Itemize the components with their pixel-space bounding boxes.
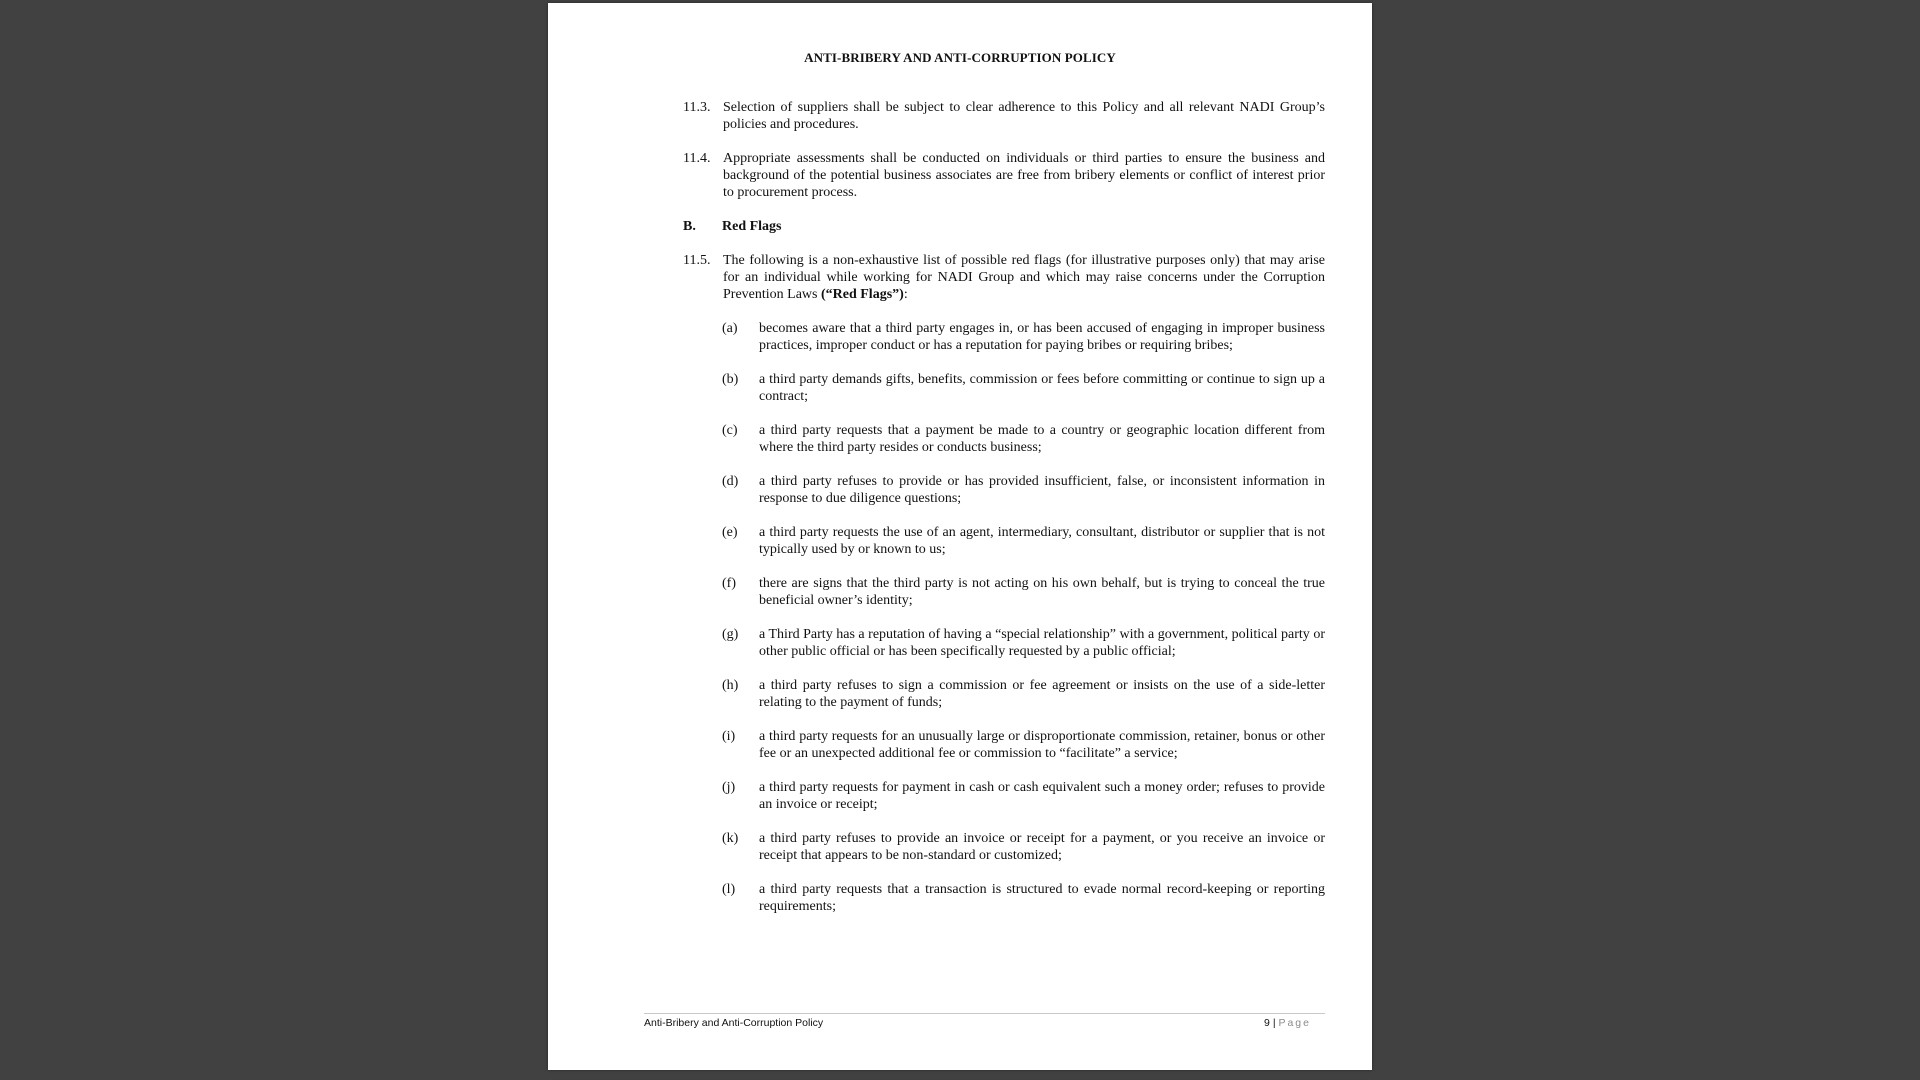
paragraph-text: The following is a non-exhaustive list of possible red flags (for illustrative purposes only) that may arise for an individual while working for NADI Group and which may raise concerns under the Corruption Prevention Laws [723,253,1325,302]
red-flags-defined-term: (“Red Flags”) [820,287,904,302]
red-flag-item [722,881,1325,915]
red-flag-letter: (l) [722,882,736,897]
red-flag-text: a third party requests that a transaction is structured to evade normal record-keeping or reporting requirements; [759,882,1325,914]
page-number: 9 [1264,1017,1270,1029]
paragraph-number: 11.3. [683,100,711,115]
red-flag-letter: (k) [722,831,739,846]
red-flag-item [722,320,1325,354]
red-flag-item [722,728,1325,762]
page-label: Page [1278,1017,1311,1029]
red-flag-item [722,677,1325,711]
paragraph-text-end: : [903,287,908,302]
red-flag-letter: (d) [722,474,739,489]
red-flag-text: a third party refuses to provide an invoice or receipt for a payment, or you receive an invoice or receipt that appears to be non-standard or customized; [759,831,1325,863]
red-flag-letter: (c) [722,423,738,438]
footer-title: Anti-Bribery and Anti-Corruption Policy [644,1017,824,1029]
page-footer [644,1013,1325,1029]
red-flag-text: becomes aware that a third party engages in, or has been accused of engaging in improper business practices, improper conduct or has a reputation for paying bribes or requiring bribes; [759,321,1325,353]
paragraph-number: 11.5. [683,253,711,268]
document-page [548,3,1372,1070]
paragraph-11-4 [683,150,1325,201]
document-body [683,99,1325,915]
paragraph-text: Selection of suppliers shall be subject to clear adherence to this Policy and all relevant NADI Group’s policies and procedures. [723,100,1325,132]
section-title: Red Flags [722,219,782,234]
red-flag-text: a third party requests for payment in cash or cash equivalent such a money order; refuses to provide an invoice or receipt; [759,780,1325,812]
red-flag-item [722,575,1325,609]
section-letter: B. [683,219,696,234]
red-flag-text: a third party requests for an unusually large or disproportionate commission, retainer, bonus or other fee or an unexpected additional fee or commission to “facilitate” a service; [759,729,1325,761]
red-flags-list [683,320,1325,915]
red-flag-text: a third party requests the use of an agent, intermediary, consultant, distributor or supplier that is not typically used by or known to us; [759,525,1325,557]
paragraph-11-3 [683,99,1325,133]
paragraph-text: Appropriate assessments shall be conducted on individuals or third parties to ensure the business and background of the potential business associates are free from bribery elements or conflict of interest prior to procurement process. [723,151,1325,200]
red-flag-text: a third party refuses to provide or has provided insufficient, false, or inconsistent information in response to due diligence questions; [759,474,1325,506]
document-title: ANTI-BRIBERY AND ANTI-CORRUPTION POLICY [804,50,1116,65]
red-flag-letter: (i) [722,729,736,744]
paragraph-number: 11.4. [683,151,711,166]
red-flag-letter: (b) [722,372,739,387]
red-flag-text: a Third Party has a reputation of having a “special relationship” with a government, political party or other public official or has been specifically requested by a public official; [759,627,1325,659]
red-flag-item [722,524,1325,558]
page-separator: | [1272,1017,1276,1029]
red-flag-text: a third party demands gifts, benefits, commission or fees before committing or continue to sign up a contract; [759,372,1325,404]
red-flag-item [722,626,1325,660]
footer-page-indicator [1264,1017,1311,1029]
red-flag-letter: (f) [722,576,736,591]
red-flag-text: there are signs that the third party is not acting on his own behalf, but is trying to conceal the true beneficial owner’s identity; [759,576,1325,608]
red-flag-item [722,371,1325,405]
red-flag-letter: (e) [722,525,738,540]
paragraph-11-5 [683,252,1325,303]
red-flag-item [722,473,1325,507]
red-flag-letter: (a) [722,321,738,336]
red-flag-letter: (h) [722,678,739,693]
red-flag-text: a third party refuses to sign a commission or fee agreement or insists on the use of a side-letter relating to the payment of funds; [759,678,1325,710]
red-flag-letter: (g) [722,627,739,642]
red-flag-item [722,830,1325,864]
red-flag-item [722,422,1325,456]
section-heading-red-flags [683,218,1325,235]
red-flag-letter: (j) [722,780,736,795]
red-flag-item [722,779,1325,813]
red-flag-text: a third party requests that a payment be made to a country or geographic location different from where the third party resides or conducts business; [759,423,1325,455]
